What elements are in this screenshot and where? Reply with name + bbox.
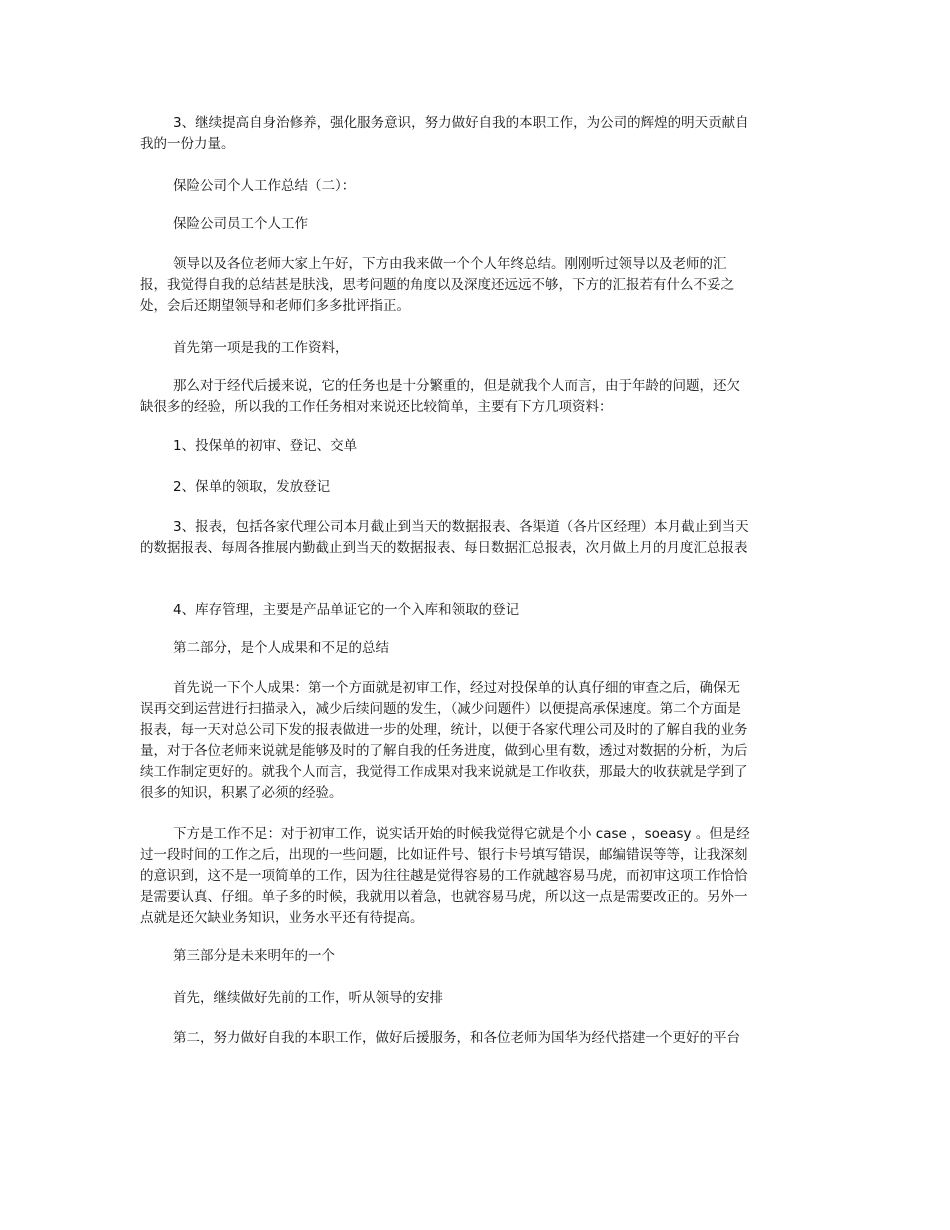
paragraph-opening: 领导以及各位老师大家上午好，下方由我来做一个个人年终总结。刚刚听过领导以及老师的汇报，我觉得自我的总结甚是肤浅，思考问题的角度以及深度还远远不够，下方的汇报若有什么不妥之处，会后还期望领导和老师们多多批评指正。 [140, 256, 734, 314]
section-title-summary-two: 保险公司个人工作总结（二）： [173, 178, 356, 194]
list-item-4: 4、库存管理，主要是产品单证它的一个入库和领取的登记 [173, 602, 520, 618]
paragraph-self-improvement: 3、继续提高自身治修养，强化服务意识，努力做好自我的本职工作，为公司的辉煌的明天贡献自我的一份力量。 [140, 115, 749, 152]
paragraph-achievements: 首先说一下个人成果：第一个方面就是初审工作，经过对投保单的认真仔细的审查之后，确保无误再交到运营进行扫描录入，减少后续问题的发生，（减少问题件）以便提高承保速度。第二个方面是报表，每一天对总公司下发的报表做进一步的处理，统计，以便于各家代理公司及时的了解自我的业务量，对于各位老师来说就是能够及时的了解自我的任务进度，做到心里有数，透过对数据的分析，为后续工作制定更好的。就我个人而言，我觉得工作成果对我来说就是工作收获，那最大的收获就是学到了很多的知识，积累了必须的经验。 [140, 680, 748, 801]
section-title-part-two: 第二部分，是个人成果和不足的总结 [173, 640, 389, 656]
list-item-2: 2、保单的领取，发放登记 [173, 479, 331, 495]
subtitle-employee-work: 保险公司员工个人工作 [173, 216, 308, 232]
paragraph-work-content-intro: 首先第一项是我的工作资料， [173, 340, 349, 356]
paragraph-backend-tasks: 那么对于经代后援来说，它的任务也是十分繁重的，但是就我个人而言，由于年龄的问题，还欠缺很多的经验，所以我的工作任务相对来说还比较简单，主要有下方几项资料： [140, 378, 740, 415]
paragraph-plan-second: 第二，努力做好自我的本职工作，做好后援服务，和各位老师为国华为经代搭建一个更好的平台 [173, 1030, 740, 1046]
paragraph-plan-first: 首先，继续做好先前的工作，听从领导的安排 [173, 990, 443, 1006]
list-item-3: 3、报表，包括各家代理公司本月截止到当天的数据报表、各渠道（各片区经理）本月截止到当天的数据报表、每周各推展内勤截止到当天的数据报表、每日数据汇总报表，次月做上月的月度汇总报表 [140, 519, 749, 556]
paragraph-shortcomings: 下方是工作不足：对于初审工作，说实话开始的时候我觉得它就是个小 case ，soeasy 。但是经过一段时间的工作之后，出现的一些问题，比如证件号、银行卡号填写错误，邮编错误等等，让我深刻的意识到，这不是一项简单的工作，因为往往越是觉得容易的工作就越容易马虎，而初审这项工作恰恰是需要认真、仔细。单子多的时候，我就用以着急，也就容易马虎，所以这一点是需要改正的。另外一点就是还欠缺业务知识，业务水平还有待提高。 [140, 826, 750, 926]
section-title-part-three: 第三部分是未来明年的一个 [173, 948, 335, 964]
list-item-1: 1、投保单的初审、登记、交单 [173, 438, 358, 454]
